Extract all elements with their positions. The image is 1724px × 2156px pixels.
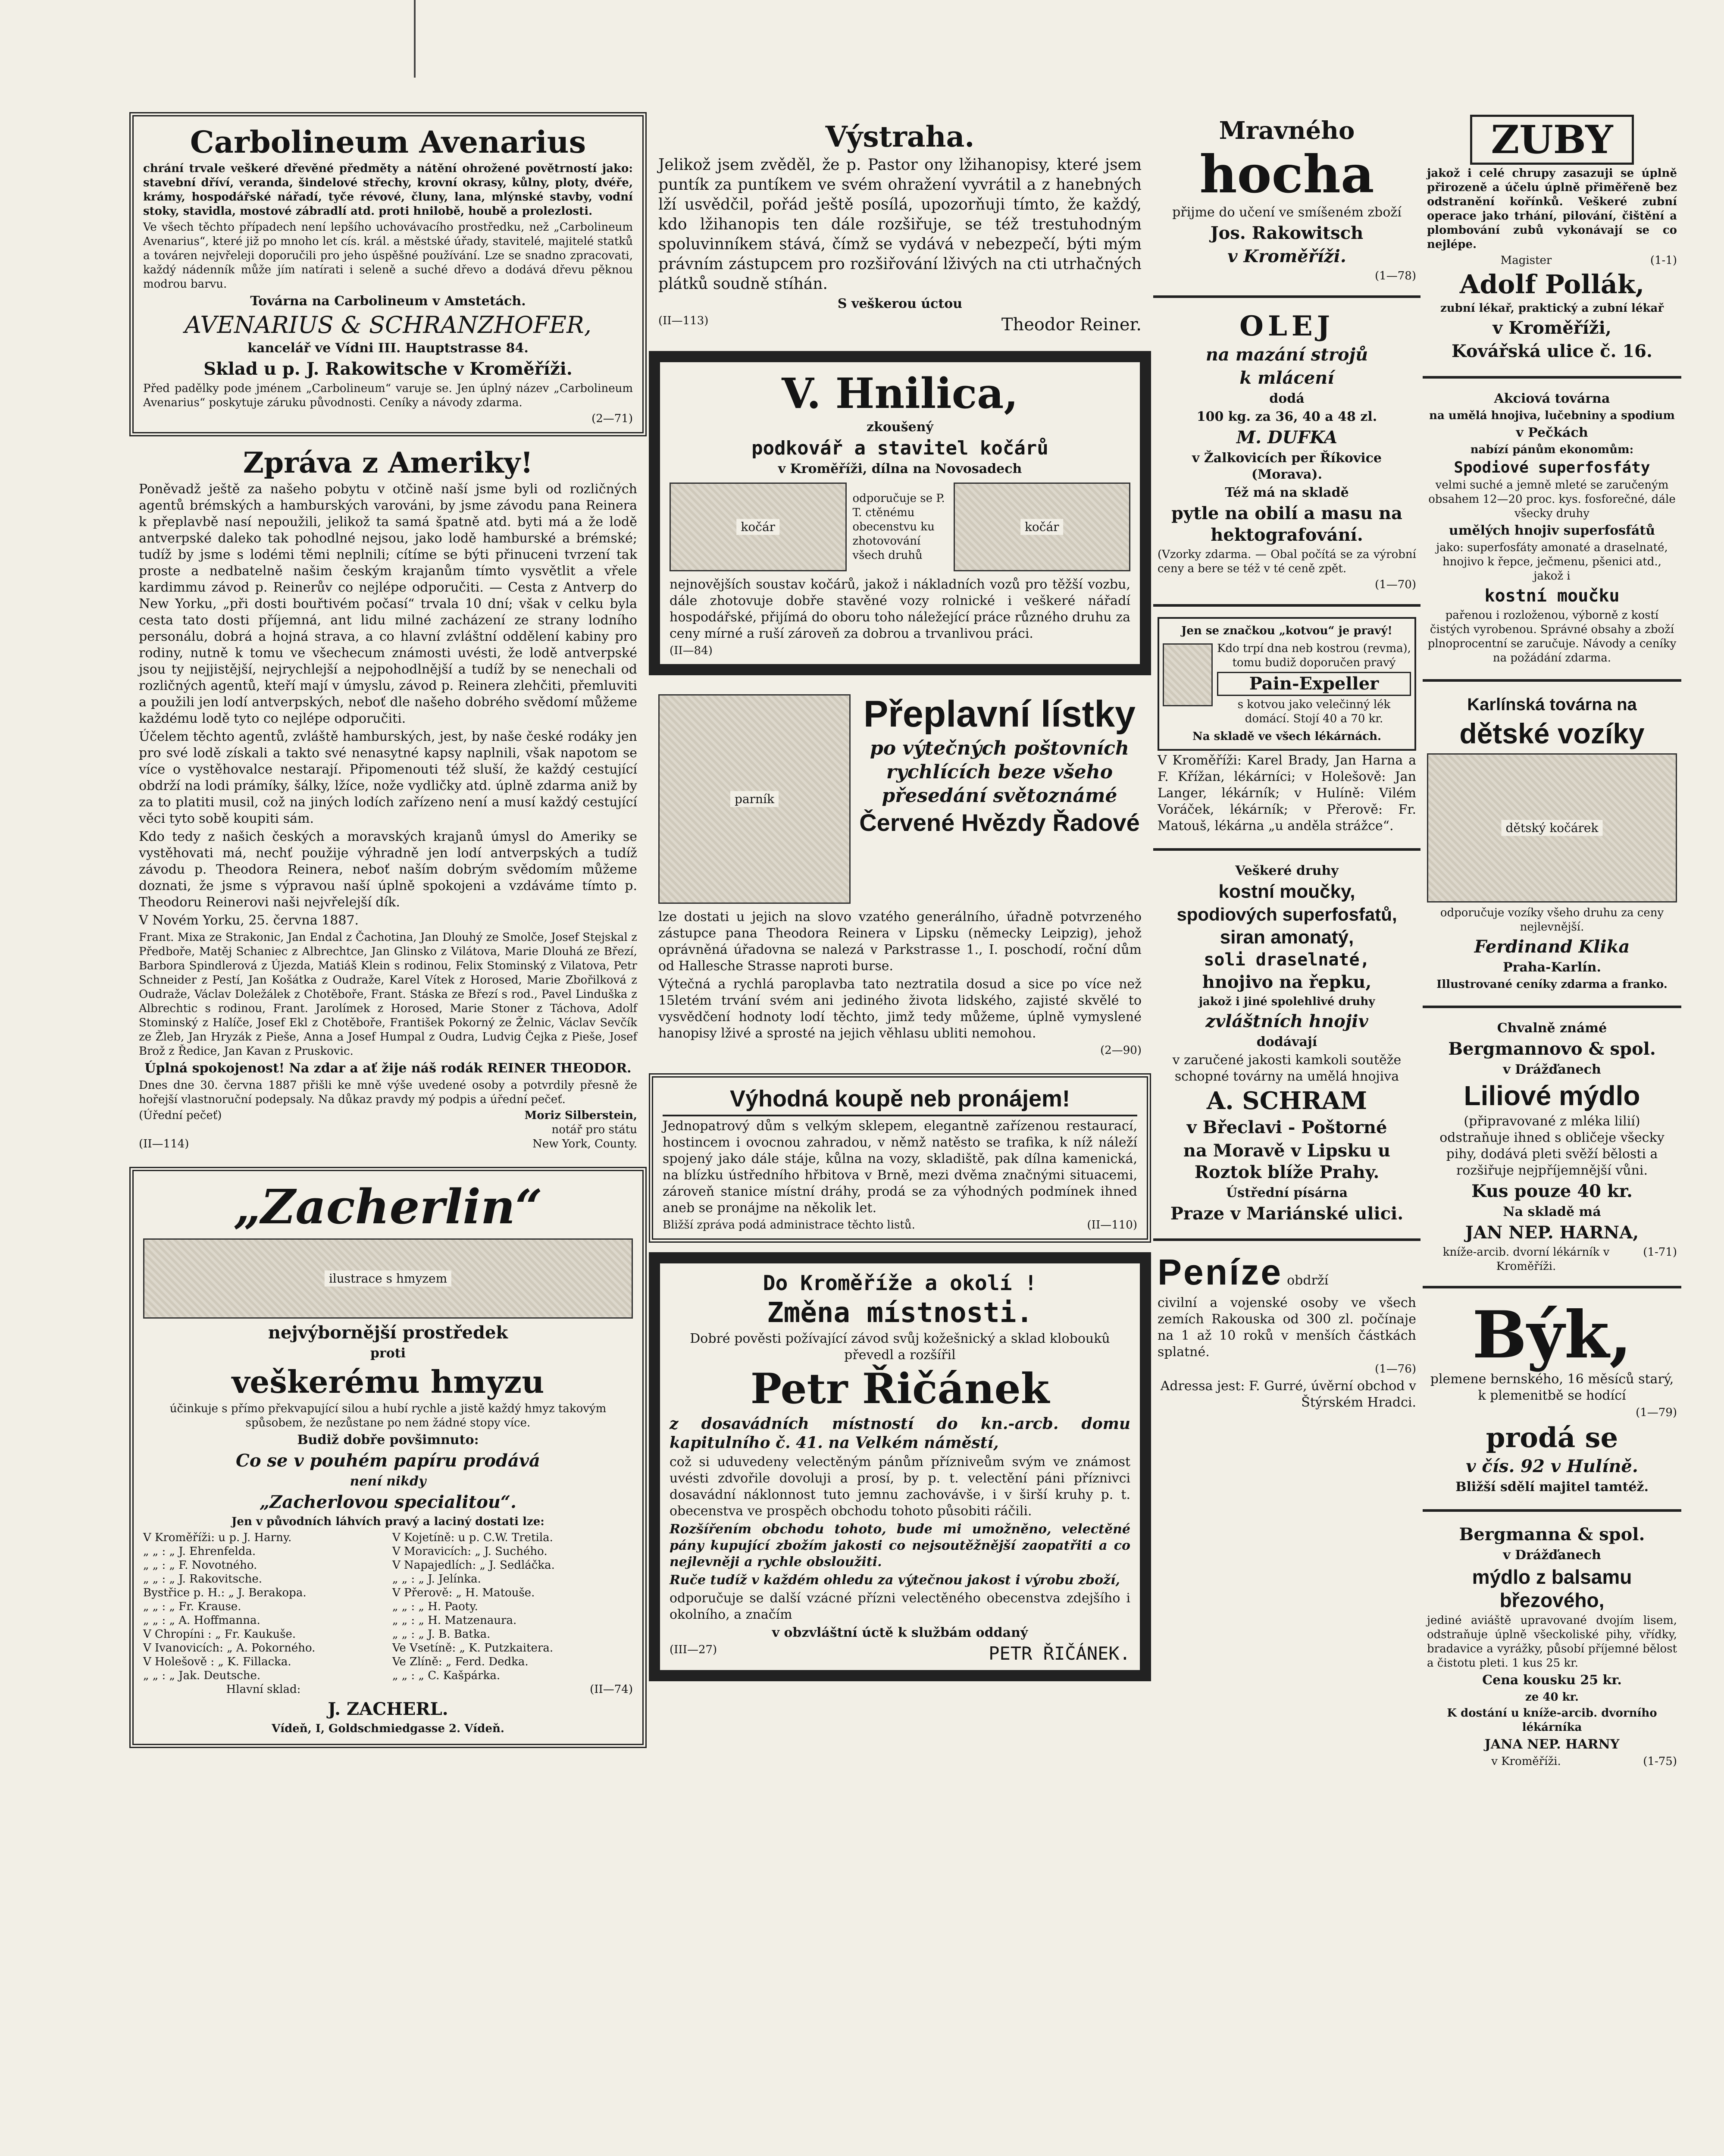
ad-vystraha: [649, 112, 1151, 342]
zacherlin-sub2: proti: [370, 1346, 406, 1361]
amerika-closing: Úplná spokojenost! Na zdar a ať žije náš rodák REINER THEODOR.: [144, 1061, 632, 1076]
preplavni-title: Přeplavní lístky: [864, 693, 1136, 735]
ad-vozicky: [1423, 689, 1681, 996]
amerika-signer-place: New York, County.: [532, 1138, 637, 1150]
olej-title: OLEJ: [1239, 310, 1334, 342]
bruza-l2: v Drážďanech: [1503, 1548, 1601, 1563]
amerika-title: Zpráva z Ameriky!: [243, 446, 533, 479]
olej-also: Též má na skladě: [1225, 485, 1349, 500]
ricanek-sub: Změna místnosti.: [767, 1297, 1033, 1329]
schram-l2: spodiových superfosfatů,: [1176, 904, 1397, 924]
penize-title: Peníze: [1158, 1252, 1283, 1292]
divider: [1153, 1238, 1421, 1241]
ad-penize: [1153, 1249, 1421, 1415]
vozicky-place: Praha-Karlín.: [1503, 960, 1601, 975]
preplavni-l3: přesedání světoznámé: [882, 785, 1117, 807]
amerika-p3: Kdo tedy z našich českých a moravských krajanů úmysl do Ameriky se vystěhovati má, nechť použije výhradně jen lodí antverpských a tudíž závodu p. Theodora Reinera, neboť naším dobrým svědomím můžeme doznati, že jsme s výpravou naší úplně spokojeni a vzdáváme tímto p. Theodoru Reinerovi naši nejvřelejší dík.: [139, 829, 637, 910]
zacherlin-sub1: nejvýbornější prostředek: [268, 1322, 508, 1343]
dealer-item: „ „ : „ C. Kašpárka.: [392, 1669, 501, 1682]
amerika-place: V Novém Yorku, 25. června 1887.: [139, 913, 359, 928]
amerika-seal: (Úřední pečeť): [139, 1109, 222, 1122]
ad-hocha: [1153, 112, 1421, 286]
dealer-item: V Kroměříži: u p. J. Harny.: [143, 1531, 292, 1544]
ad-pain-expeller: [1153, 614, 1421, 839]
byk-sale: prodá se: [1486, 1422, 1618, 1454]
dealer-item: „ „ : „ J. Ehrenfelda.: [143, 1545, 256, 1558]
superfosfat-name: Spodiové superfosfáty: [1454, 459, 1650, 476]
dealer-item: V Napajedlích: „ J. Sedláčka.: [392, 1559, 555, 1572]
vozicky-foot: Illustrované ceníky zdarma a franko.: [1436, 978, 1668, 991]
zuby-body: jakož i celé chrupy zasazuji se úplně přirozeně a účelu úplně přiměřeně bez odstranění kořínků. Veškeré zubní operace jako trhání, pilování, čištění a plombování zubů vykonávají se co nejlépe.: [1427, 167, 1677, 251]
schram-name: A. SCHRAM: [1206, 1087, 1367, 1115]
superfosfat-l5: umělých hnojiv superfosfátů: [1449, 523, 1655, 538]
ricanek-head: Do Kroměříže a okolí !: [763, 1271, 1037, 1295]
schram-l8: dodávají: [1256, 1034, 1317, 1050]
vystraha-code: (II—113): [658, 314, 709, 327]
anchor-icon: [1163, 643, 1213, 706]
zacherlin-address: Vídeň, I, Goldschmiedgasse 2. Vídeň.: [272, 1722, 504, 1735]
dealer-item: „ „ : „ H. Paoty.: [392, 1600, 478, 1613]
zuby-place: v Kroměříži,: [1492, 318, 1611, 338]
zacherlin-line3: „Zacherlovou specialitou“.: [260, 1492, 516, 1512]
vystraha-body: Jelikož jsem zvěděl, že p. Pastor ony lžihanopisy, které jsem puntík za puntíkem ve svém ohražení vyvrátil a z hanebných lží usvědčil, pořád ještě posílá, upozorňuji tímto, že každý, kdo lžihanopis ten dále rozšiřuje, se též trestuhodným spoluvinníkem stává, čímž se vydává v nebezpečí, býti mým právním zástupcem pro rozšiřování lživých na cti utrhačných plátků soudně stíhán.: [658, 156, 1142, 293]
divider: [1423, 376, 1681, 379]
zuby-title: ZUBY: [1470, 115, 1634, 165]
hocha-top: Mravného: [1219, 116, 1355, 145]
preplavni-l1: po výtečných poštovních: [870, 737, 1129, 759]
vystraha-regards: S veškerou úctou: [837, 296, 963, 311]
mydlo-body: (připravované z mléka lilií) odstraňuje ihned s obličeje všecky pihy, dodává pleti svěží bělosti a rozšiřuje nejpříjemnější vůni.: [1439, 1114, 1665, 1178]
divider: [1423, 1286, 1681, 1288]
superfosfat-l1: Akciová továrna: [1494, 391, 1610, 406]
olej-addr: v Žalkovicích per Říkovice (Morava).: [1192, 451, 1382, 482]
zacherlin-line1: Co se v pouhém papíru prodává: [236, 1451, 540, 1471]
preplavni-code: (2—90): [1100, 1044, 1142, 1057]
hocha-place: v Kroměříži.: [1227, 246, 1346, 266]
zacherlin-dealers: [143, 1531, 633, 1683]
carbolineum-firm: AVENARIUS & SCHRANZHOFER,: [185, 311, 591, 338]
hocha-code: (1—78): [1375, 270, 1416, 282]
bruza-stock: K dostání u kníže-arcib. dvorního lékárníka: [1447, 1707, 1657, 1734]
schram-l4: soli draselnaté,: [1204, 950, 1370, 970]
hnilica-addr: v Kroměříži, dílna na Novosadech: [778, 461, 1022, 476]
dealer-item: V Holešově : „ K. Fillacka.: [143, 1655, 291, 1668]
dealer-item: „ „ : „ H. Matzenaura.: [392, 1614, 517, 1627]
zacherlin-main: Hlavní sklad:: [226, 1683, 301, 1696]
hnilica-code: (II—84): [670, 644, 713, 657]
mydlo-store: JAN NEP. HARNA,: [1465, 1222, 1639, 1243]
dealer-item: „ „ : „ J. B. Batka.: [392, 1628, 491, 1641]
schram-office: Ústřední písárna: [1226, 1185, 1348, 1200]
olej-l2: k mlácení: [1239, 368, 1334, 388]
olej-name: M. DUFKA: [1236, 427, 1338, 448]
ad-mydlo: [1423, 1016, 1681, 1276]
ricanek-it2: Ruče tudíž v každém ohledu za výtečnou jakost i výrobu zboží,: [670, 1573, 1120, 1588]
zacherlin-title: „Zacherlin“: [233, 1179, 543, 1235]
zacherlin-avail: Jen v původních láhvích pravý a laciný dostati lze:: [232, 1515, 544, 1528]
ricanek-it1: Rozšířením obchodu tohoto, bude mi umožněno, velectěné pány kupující zbožím jakosti co nejsoutěžnější zaopatřiti a co nejlevněji a rychle obsloužiti.: [670, 1522, 1130, 1570]
column-4: [1423, 112, 1681, 1781]
superfosfat-l4: nabízí pánům ekonomům:: [1470, 443, 1634, 456]
ad-bruza: [1423, 1520, 1681, 1771]
schram-l7: zvláštních hnojiv: [1205, 1011, 1368, 1031]
vyhodna-more: Bližší zpráva podá administrace těchto listů.: [663, 1219, 915, 1232]
pram-illustration: dětský kočárek: [1427, 753, 1677, 903]
bruza-store: JANA NEP. HARNY: [1484, 1737, 1620, 1752]
divider: [1153, 848, 1421, 851]
olej-item: pytle na obilí a masu na hektografování.: [1171, 503, 1402, 545]
ricanek-body2: odporučuje se další vzácné přízni velectěného obecenstva zdejšího i okolního, a značím: [670, 1591, 1130, 1622]
carriage-illustration-right: kočár: [954, 483, 1131, 571]
vozicky-l1: Karlínská továrna na: [1467, 695, 1637, 714]
ad-vyhodna: [649, 1073, 1151, 1243]
ad-superfosfat: [1423, 386, 1681, 670]
zacherlin-line2: není nikdy: [350, 1474, 426, 1489]
olej-foot: (Vzorky zdarma. — Obal počítá se za výrobní ceny a bere se též v té ceně zpět.: [1158, 548, 1416, 575]
vystraha-sign: Theodor Reiner.: [1001, 315, 1142, 335]
amerika-signer-title: notář pro státu: [551, 1123, 637, 1136]
mydlo-code: (1-71): [1643, 1246, 1677, 1259]
ricanek-intro: Dobré pověsti požívající závod svůj kožešnický a sklad kloboukû převedl a rozšířil: [690, 1331, 1110, 1363]
superfosfat-l6: kostní moučku: [1484, 586, 1620, 606]
hnilica-sub: zkoušený: [867, 420, 933, 435]
ricanek-sign: PETR ŘIČÁNEK.: [989, 1643, 1130, 1664]
byk-code: (1—79): [1636, 1406, 1677, 1419]
ship-illustration: parník: [658, 694, 851, 904]
mydlo-l1: Chvalně známé: [1497, 1021, 1607, 1036]
ricanek-body: což si uduvedeny velectěným pánům přízniveům svým ve známost uvésti zdvořile dovoluji a prosí, by p. t. velectění páni příznivci dosavádní náklonnost tuto jemnu zachovávše, i v širší kruhy p. t. obecenstva ve prospěch obchodu tohoto působiti ráčili.: [670, 1454, 1130, 1519]
bruza-body: jediné aviáště upravované dvojím lisem, odstraňuje úplně všeckoliské pihy, vřídky, bradavice a vyrážky, působí příjemné bělost a čistotu pleti. 1 kus 25 kr.: [1427, 1614, 1677, 1670]
vozicky-l2: dětské vozíky: [1459, 718, 1645, 749]
bruza-price: Cena kousku 25 kr.: [1482, 1673, 1622, 1688]
dealer-item: Bystřice p. H.: „ J. Berakopa.: [143, 1586, 307, 1599]
column-1: [129, 112, 647, 1758]
bruza-name: mýdlo z balsamu březového,: [1472, 1566, 1632, 1611]
mydlo-store2: kníže-arcib. dvorní lékárník v Kroměříži.: [1442, 1246, 1610, 1273]
margin-mark: [414, 0, 416, 78]
zacherlin-notice: Budiž dobře povšimnuto:: [297, 1432, 479, 1448]
dealer-item: „ „ : „ Jak. Deutsche.: [143, 1669, 261, 1682]
amerika-signer: Moriz Silberstein,: [524, 1109, 637, 1122]
hnilica-name: V. Hnilica,: [782, 369, 1018, 418]
dealer-item: „ „ : „ A. Hoffmanna.: [143, 1614, 260, 1627]
schram-addr1: v Břeclavi - Poštorné: [1186, 1117, 1387, 1138]
carbolineum-warning: Před padělky pode jménem „Carbolineum“ varuje se. Jen úplný název „Carbolineum Avenarius“ poskytuje záruku původnosti. Ceníky a návody zdarma.: [143, 382, 633, 409]
column-2: [649, 112, 1151, 1691]
vyhodna-title: Výhodná koupě neb pronájem!: [663, 1085, 1137, 1116]
superfosfat-body2: jako: superfosfáty amonaté a draselnaté, hnojivo k řepce, ječmenu, pšenici atd., jakož i: [1436, 541, 1668, 583]
painexpeller-l3: Na skladě ve všech lékárnách.: [1192, 730, 1382, 743]
vyhodna-body: Jednopatrový dům s velkým sklepem, elegantně zařízenou restaurací, hostincem i ovocnou zahradou, v němž natěsto se trafika, k níž náleží spojený jako dále stáje, kůlna na vozy, skladiště, pak dílna kamenická, na blízku ústředního hřbitova v Brně, mezi dvěma značnými situacemi, zároveň stanice místní dráhy, prodá se za výhodných podmínek ihned aneb se pronájme na několik let.: [663, 1119, 1137, 1216]
painexpeller-name: Pain-Expeller: [1217, 672, 1411, 696]
zuby-name: Adolf Pollák,: [1459, 270, 1645, 300]
divider: [1153, 295, 1421, 298]
carbolineum-code: (2—71): [591, 412, 633, 425]
dealer-item: V Chropíni : „ Fr. Kaukuše.: [143, 1628, 296, 1641]
bruza-l1: Bergmanna & spol.: [1459, 1524, 1645, 1545]
preplavni-l2: rychlících beze všeho: [886, 761, 1113, 783]
penize-body: civilní a vojenské osoby ve všech zemích Rakouska od 300 zl. počínaje na 1 až 10 roků v menších částkách splatné.: [1158, 1295, 1416, 1360]
penize-addr: Adressa jest: F. Gurré, úvěrní obchod v Štýrském Hradci.: [1160, 1379, 1416, 1410]
byk-body: plemene bernského, 16 měsíců starý, k plemenitbě se hodící: [1430, 1372, 1674, 1403]
ricanek-closing: v obzvláštní úctě k službám oddaný: [772, 1625, 1028, 1640]
mydlo-l2: Bergmannovo & spol.: [1448, 1039, 1656, 1059]
zuby-title2: zubní lékař, praktický a zubní lékař: [1440, 302, 1664, 315]
superfosfat-body3: pařenou i rozloženou, výborně z kostí čistých vyrobenou. Správné obsahy a zboží plnoprocentní se zaručuje. Návody a ceníky na požádání zdarma.: [1427, 609, 1677, 664]
hnilica-trade: podkovář a stavitel kočárů: [751, 437, 1048, 459]
olej-l3: dodá: [1269, 391, 1305, 406]
zacherlin-illustration: ilustrace s hmyzem: [143, 1238, 633, 1319]
dealer-item: V Přerově: „ H. Matouše.: [392, 1586, 535, 1599]
dealer-item: „ „ : „ J. Rakovitsche.: [143, 1573, 262, 1586]
hocha-name: Jos. Rakowitsch: [1210, 223, 1364, 243]
schram-l3: siran amonatý,: [1220, 927, 1354, 948]
superfosfat-l2: na umělá hnojiva, lučebniny a spodium: [1429, 409, 1675, 422]
vystraha-title: Výstraha.: [825, 120, 975, 154]
amerika-p1: Poněvadž ještě za našeho pobytu v otčině naší jsme byli od rozličných agentů brémských a hamburských varováni, by jsme závodu pana Reinera k přeplavbě nasí nepoužili, jelikož ta samá špatně atd. byti má a že lodě antverpské daleko tak pohodlné nejsou, jako lodě hamburské a brémské; tudíž by jsme s lodémi těmi neplnili; cítíme se býti přinuceni tvrzení tak proste a nedbatelně našim českým krajanům tímto vysvětlit a vřele kardimmu závod p. Reinerův co nejlépe odporučiti. — Cesta z Antverp do New Yorku, „při dosti bouřtivém počasí“ trvala 10 dní; však v celku byla cesta tato dosti příjemná, ant lidu milné zacházení ze strany lodního personálu, dobrá a hojná strava, a co hlavní zvláštní oddělení kabiny pro rodiny, nutně k tomu ve všechecum známosti uvésti, že lodě antverpské jsou ty nejjistější, nejrychlejší a nejpohodlnější a tudíž by se nenechali od rozličných agentů, kteří mají v úmyslu, závod p. Reinera zlehčiti, přemluviti a použili jen lodí antverpských, neboť dle našeho dobrého svědomí můžeme každému lodě tyto co nejlépe odporučiti.: [139, 482, 637, 726]
amerika-cert: Dnes dne 30. června 1887 přišli ke mně výše uvedené osoby a potvrdily přesně že hořejší vlastnoruční podepsaly. Na důkaz pravdy mý podpis a úřední pečeť.: [139, 1079, 637, 1106]
zacherlin-desc: účinkuje s přímo překvapující silou a hubí rychle a jistě každý hmyz takovým spůsobem, že nezůstane po nem žádné stopy více.: [169, 1402, 607, 1429]
column-3: [1153, 112, 1421, 1425]
amerika-code: (II—114): [139, 1138, 189, 1150]
divider: [1423, 1509, 1681, 1512]
painexpeller-top: Jen se značkou „kotvou“ je pravý!: [1181, 624, 1392, 637]
dealer-item: V Ivanovicích: „ A. Pokorného.: [143, 1642, 316, 1655]
zuby-addr: Kovářská ulice č. 16.: [1452, 341, 1652, 361]
carbolineum-factory: Továrna na Carbolineum v Amstetách.: [250, 294, 526, 309]
schram-l1: kostní moučky,: [1218, 881, 1355, 902]
ad-byk: [1423, 1296, 1681, 1500]
superfosfat-body: velmi suché a jemně mleté se zaručeným obsahem 12—20 proc. kys. fosforečné, dále všecky druhy: [1428, 479, 1676, 520]
byk-more: Bližší sdělí majitel tamtéž.: [1455, 1479, 1649, 1495]
divider: [1423, 1006, 1681, 1008]
ricanek-loc: z dosavádních místností do kn.-arcb. domu kapitulního č. 41. na Velkém náměstí,: [670, 1415, 1130, 1452]
dealer-item: Ve Vsetíně: „ K. Putzkaitera.: [392, 1642, 554, 1655]
mydlo-l3: v Drážďanech: [1503, 1062, 1601, 1077]
penize-obdrzi: obdrží: [1287, 1273, 1329, 1288]
bruza-price2: ze 40 kr.: [1525, 1691, 1579, 1704]
bruza-place: v Kroměříži.: [1491, 1755, 1561, 1768]
dealer-item: Ve Zlíně: „ Ferd. Dedka.: [392, 1655, 529, 1668]
painexpeller-stores: V Kroměříži: Karel Brady, Jan Harna a F. Křížan, lékárníci; v Holešově: Jan Langer, lékárník; v Hulíně: Vilém Voráček, lékárník; v Přerově: Fr. Matouš, lékárna „u anděla strážce“.: [1158, 753, 1416, 834]
byk-addr: v čís. 92 v Hulíně.: [1466, 1456, 1638, 1476]
mydlo-price: Kus pouze 40 kr.: [1471, 1181, 1633, 1201]
zacherlin-sub3: veškerému hmyzu: [232, 1363, 544, 1400]
dealer-item: „ „ : „ F. Novotného.: [143, 1559, 257, 1572]
zuby-code: (1-1): [1650, 254, 1677, 267]
mydlo-name: Liliové mýdlo: [1464, 1080, 1640, 1111]
byk-title: Býk,: [1472, 1297, 1632, 1373]
ad-carbolineum: [129, 112, 647, 436]
ricanek-name: Petr Řičánek: [750, 1364, 1050, 1413]
olej-l4: 100 kg. za 36, 40 a 48 zl.: [1196, 409, 1377, 424]
schram-addr2: na Moravě v Lipsku u Roztok blíže Prahy.: [1183, 1141, 1391, 1182]
vyhodna-code: (II—110): [1087, 1219, 1137, 1232]
ad-zacherlin: [129, 1167, 647, 1748]
vozicky-name: Ferdinand Klika: [1474, 937, 1630, 957]
zacherlin-code: (II—74): [590, 1683, 633, 1696]
ricanek-code: (III—27): [670, 1643, 717, 1656]
ad-preplavni: [649, 685, 1151, 1064]
dealer-item: „ „ : „ J. Jelínka.: [392, 1573, 481, 1586]
ad-olej: [1153, 306, 1421, 595]
preplavni-l4: Červené Hvězdy Řadové: [859, 809, 1140, 836]
amerika-names: Frant. Mixa ze Strakonic, Jan Endal z Čachotina, Jan Dlouhý ze Smolče, Josef Stejskal z Předboře, Matěj Schaniec z Albrechtce, Jan Glinsko z Vilátova, Marie Dlouhá ze Březí, Barbora Spindlerová z Újezda, Matiáš Klein s rodinou, Felix Stominský z Vilatova, Petr Schneider z Pestí, Jan Košátka z Oudraže, Karel Vítek z Horosed, Marie Zbořilková z Oudraže, Václav Doležálek z Chotěboře, Frant. Stáska ze Březí s rod., Pavel Linduška z Albrechtic s rodinou, Frant. Jarolímek z Horosed, Marie Stoner z Táchova, Adolf Stominský z Halíče, Josef Ekl z Chotěboře, František Pokorný ze Želnic, Václav Sevčík ze Žleb, Jan Hryzák z Pieše, Anna a Josef Humpal z Oudra, Ludvig Čejka z Pieše, Josef Brož z Ředice, Jan Kavan z Pruskovic.: [139, 931, 637, 1058]
zuby-mag: Magister: [1500, 254, 1552, 267]
schram-l9: v zaručené jakosti kamkoli soutěže schopné továrny na umělá hnojiva: [1172, 1053, 1402, 1084]
olej-l1: na mazání strojů: [1205, 345, 1368, 365]
hnilica-body: nejnovějších soustav kočárů, jakož i nákladních vozů pro těžší vozbu, dále zhotovuje dobře stavěné vozy rolnické i veškeré nářadí hospodářské, přijímá do oboru toho náležející práce různého druhu za ceny mírné a ruší zároveň za dobrou a trvanlivou práci.: [670, 577, 1130, 641]
dealer-item: V Moravicích: „ J. Suchého.: [392, 1545, 548, 1558]
hnilica-mid: odporučuje se P. T. ctěnému obecenstvu ku zhotovování všech druhů: [852, 492, 945, 562]
mydlo-stock: Na skladě má: [1503, 1204, 1601, 1219]
carbolineum-body: chrání trvale veškeré dřevěné předměty a nátění ohrožené povětrností jako: stavební dříví, veranda, šindelové střechy, krovní okrasy, kůlny, ploty, dvéře, krámy, hospodářské nářadí, tyče révové, čluny, lana, mlýnské stavby, vodní stoky, stavidla, mostové zábradlí atd. proti hnilobě, houbě a prolezlosti.: [143, 162, 633, 218]
dealer-item: „ „ : „ Fr. Krause.: [143, 1600, 241, 1613]
ad-hnilica: [649, 351, 1151, 675]
amerika-p2: Účelem těchto agentů, zvláště hamburských, jest, by naše české rodáky jen pro své lodě získali a takto své nenasytné kapsy naplnili, však napotom se více o vystěhovalce nestarají. Připomenouti též sluší, že každý cestující obdrží na lodi prámíky, šálky, lžíce, nože vydličky atd. úplně zdarma aniž by za to platiti musil, což na jiných lodích zařízeno není a musí každý cestující věci tyto sobě koupiti sám.: [139, 729, 637, 826]
schram-l6: jakož i jiné spolehlivé druhy: [1198, 995, 1375, 1008]
painexpeller-l1: Kdo trpí dna neb kostrou (revma), tomu budiž doporučen pravý: [1217, 642, 1411, 669]
carbolineum-title: Carbolineum Avenarius: [190, 124, 586, 160]
carbolineum-store: Sklad u p. J. Rakowitsche v Kroměříži.: [203, 359, 573, 379]
schram-top: Veškeré druhy: [1235, 863, 1339, 878]
hocha-big: hocha: [1199, 144, 1374, 205]
painexpeller-l2: s kotvou jako velečinný lék domácí. Stojí 40 a 70 kr.: [1237, 698, 1391, 725]
bruza-code: (1-75): [1643, 1755, 1677, 1768]
ad-ricanek: [649, 1252, 1151, 1681]
carriage-illustration-left: kočár: [670, 483, 847, 571]
dealer-item: V Kojetíně: u p. C.W. Tretila.: [392, 1531, 553, 1544]
ad-schram: [1153, 859, 1421, 1229]
preplavni-body2: Výtečná a rychlá paroplavba tato neztratila dosud a sice po více než 15letém trvání svém ani jediného života lidského, zajisté skvělé to vysvědčení hodnoty lodí těchto, jimž tedy můžeme, úplně vymyslené hanopisy lživé a sprosté na jejich věhlasu ubliti nemohou.: [658, 977, 1142, 1041]
zacherlin-firm: J. ZACHERL.: [328, 1699, 448, 1719]
superfosfat-l3: v Pečkách: [1516, 425, 1588, 440]
ad-zuby: [1423, 112, 1681, 367]
divider: [1153, 604, 1421, 607]
penize-code: (1—76): [1375, 1363, 1416, 1376]
carbolineum-note: Ve všech těchto případech není lepšího uchovávacího prostředku, než „Carbolineum Avenarius“, které již po mnoho let cís. král. a městské úřady, stavitelé, majitelé statků a továren nejvřeleji doporučili pro jeho úspěšné používání. Lze se snadno zpracovati, každý nádenník může jím natírati i seleně a suché dřevo a dodává dřevu pěknou modrou barvu.: [143, 221, 633, 291]
schram-l5: hnojivo na řepku,: [1202, 972, 1372, 992]
preplavni-body1: lze dostati u jejich na slovo vzatého generálního, úřadně potvrzeného zástupce pana Theodora Reinera v Lipsku (německy Leipzig), jehož oprávněná úřadovna se nalezá v Parkstrasse 1., I. poschodí, roční dům od Hallesche Strasse naproti burse.: [658, 909, 1142, 974]
schram-place: Praze v Mariánské ulici.: [1170, 1203, 1404, 1224]
hocha-body: přijme do učení ve smíšeném zboží: [1172, 205, 1402, 220]
vozicky-body: odporučuje vozíky všeho druhu za ceny nejlevnější.: [1440, 906, 1664, 934]
divider: [1423, 679, 1681, 682]
carbolineum-office: kancelář ve Vídni III. Hauptstrasse 84.: [247, 341, 529, 356]
olej-code: (1—70): [1375, 578, 1416, 591]
ad-amerika: [129, 446, 647, 1157]
